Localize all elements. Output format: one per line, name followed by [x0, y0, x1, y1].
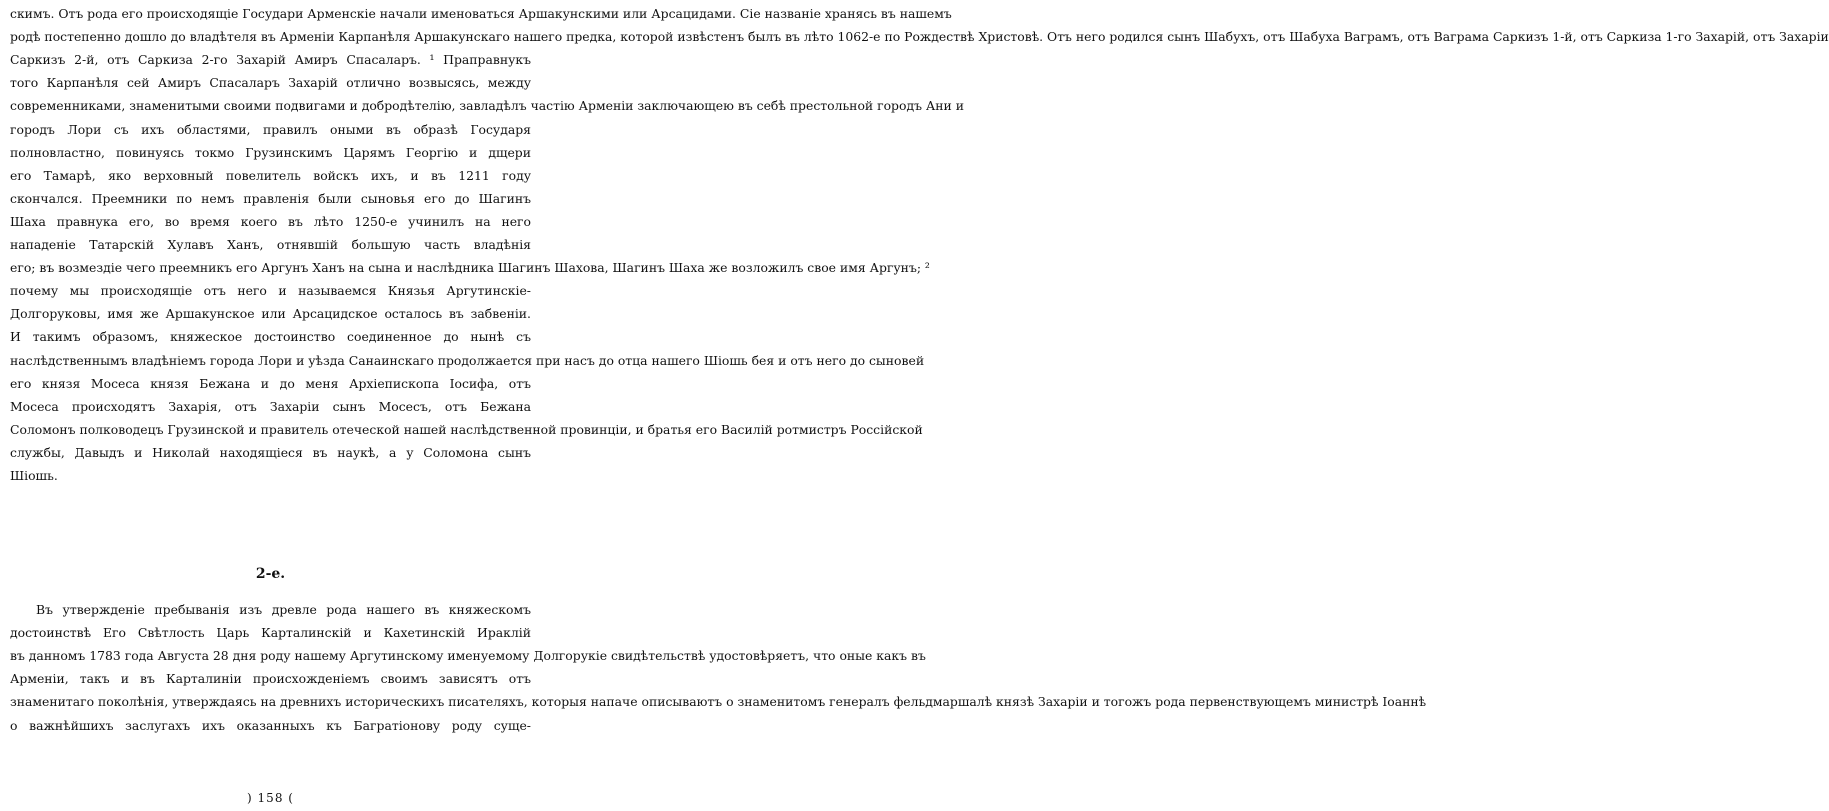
text-line: родѣ постепенно дошло до владѣтеля въ Арменіи Карпанѣля Аршакунскаго нашего предка, которой извѣстенъ былъ въ лѣто 1062-е по Рождествѣ Христовѣ. Отъ него родился сынъ Шабухъ, отъ Шабуха Ваграмъ, отъ Ваграма Саркизъ 1-й, отъ Саркиза 1-го Захарій, отъ Захаріи	[10, 29, 1829, 45]
text-line: Арменіи, такъ и въ Карталиніи происхожденіемъ своимъ зависятъ отъ	[10, 671, 531, 687]
text-line: Шіошь.	[10, 468, 58, 483]
section-heading: 2-е.	[255, 566, 286, 582]
text-line: современниками, знаменитыми своими подвигами и добродѣтелію, завладѣлъ частію Арменіи заключающею въ себѣ престольной городъ Ани и	[10, 98, 964, 114]
text-line: Шаха правнука его, во время коего въ лѣто 1250-е учинилъ на него	[10, 213, 531, 229]
text-line: его князя Мосеса князя Бежана и до меня Архіепископа Іосифа, отъ	[10, 375, 531, 391]
page-number: ) 158 (	[247, 791, 294, 805]
text-line: Саркизъ 2-й, отъ Саркиза 2-го Захарій Амиръ Спасаларъ. ¹ Праправнукъ	[10, 52, 531, 68]
text-line: Долгоруковы, имя же Аршакунское или Арсацидское осталось въ забвеніи.	[10, 306, 531, 322]
text-line: Соломонъ полководецъ Грузинской и правитель отеческой нашей наслѣдственной провинціи, и братья его Василій ротмистръ Россійской	[10, 421, 923, 437]
text-line: Въ утвержденіе пребыванія изъ древле рода нашего въ княжескомъ	[36, 602, 531, 617]
text-line: скончался. Преемники по немъ правленія были сыновья его до Шагинъ	[10, 190, 531, 206]
text-line: его; въ возмездіе чего преемникъ его Аргунъ Ханъ на сына и наслѣдника Шагинъ Шахова, Шагинъ Шаха же возложилъ свое имя Аргунъ; ²	[10, 260, 930, 276]
text-line: городъ Лори съ ихъ областями, правилъ оными въ образѣ Государя	[10, 121, 531, 137]
text-line: наслѣдственнымъ владѣніемъ города Лори и уѣзда Санаинскаго продолжается при насъ до отца нашего Шіошь бея и отъ него до сыновей	[10, 352, 925, 368]
text-line: того Карпанѣля сей Амиръ Спасаларъ Захарій отлично возвысясь, между	[10, 75, 531, 91]
text-line: полновластно, повинуясь токмо Грузинскимъ Царямъ Георгію и дщери	[10, 144, 531, 160]
text-line: Мосеса происходятъ Захарія, отъ Захаріи сынъ Мосесъ, отъ Бежана	[10, 398, 531, 414]
text-line: его Тамарѣ, яко верховный повелитель войскъ ихъ, и въ 1211 году	[10, 167, 531, 183]
text-line: достоинствѣ Его Свѣтлость Царь Карталинскій и Кахетинскій Ираклій	[10, 625, 531, 641]
text-line: почему мы происходящіе отъ него и называемся Князья Аргутинскіе-	[10, 283, 531, 299]
text-line: службы, Давыдъ и Николай находящіеся въ наукѣ, а у Соломона сынъ	[10, 444, 531, 460]
text-line: въ данномъ 1783 года Августа 28 дня роду нашему Аргутинскому именуемому Долгорукіе свидѣтельствѣ удостовѣряетъ, что оные какъ въ	[10, 648, 926, 664]
text-line: И такимъ образомъ, княжеское достоинство соединенное до нынѣ съ	[10, 329, 531, 345]
text-line: скимъ. Отъ рода его происходящіе Государи Арменскіе начали именоваться Аршакунскими или Арсацидами. Сіе названіе хранясь въ нашемъ	[10, 6, 952, 21]
text-line: знаменитаго поколѣнія, утверждаясь на древнихъ историческихъ писателяхъ, которыя напаче описываютъ о знаменитомъ генералъ фельдмаршалѣ князѣ Захаріи и тогожъ рода первенствующемъ министрѣ Іоаннѣ	[10, 694, 1427, 710]
text-line: о важнѣйшихъ заслугахъ ихъ оказанныхъ къ Багратіонову роду суще-	[10, 717, 531, 733]
text-line: нападеніе Татарскій Хулавъ Ханъ, отнявшій большую часть владѣнія	[10, 237, 531, 252]
